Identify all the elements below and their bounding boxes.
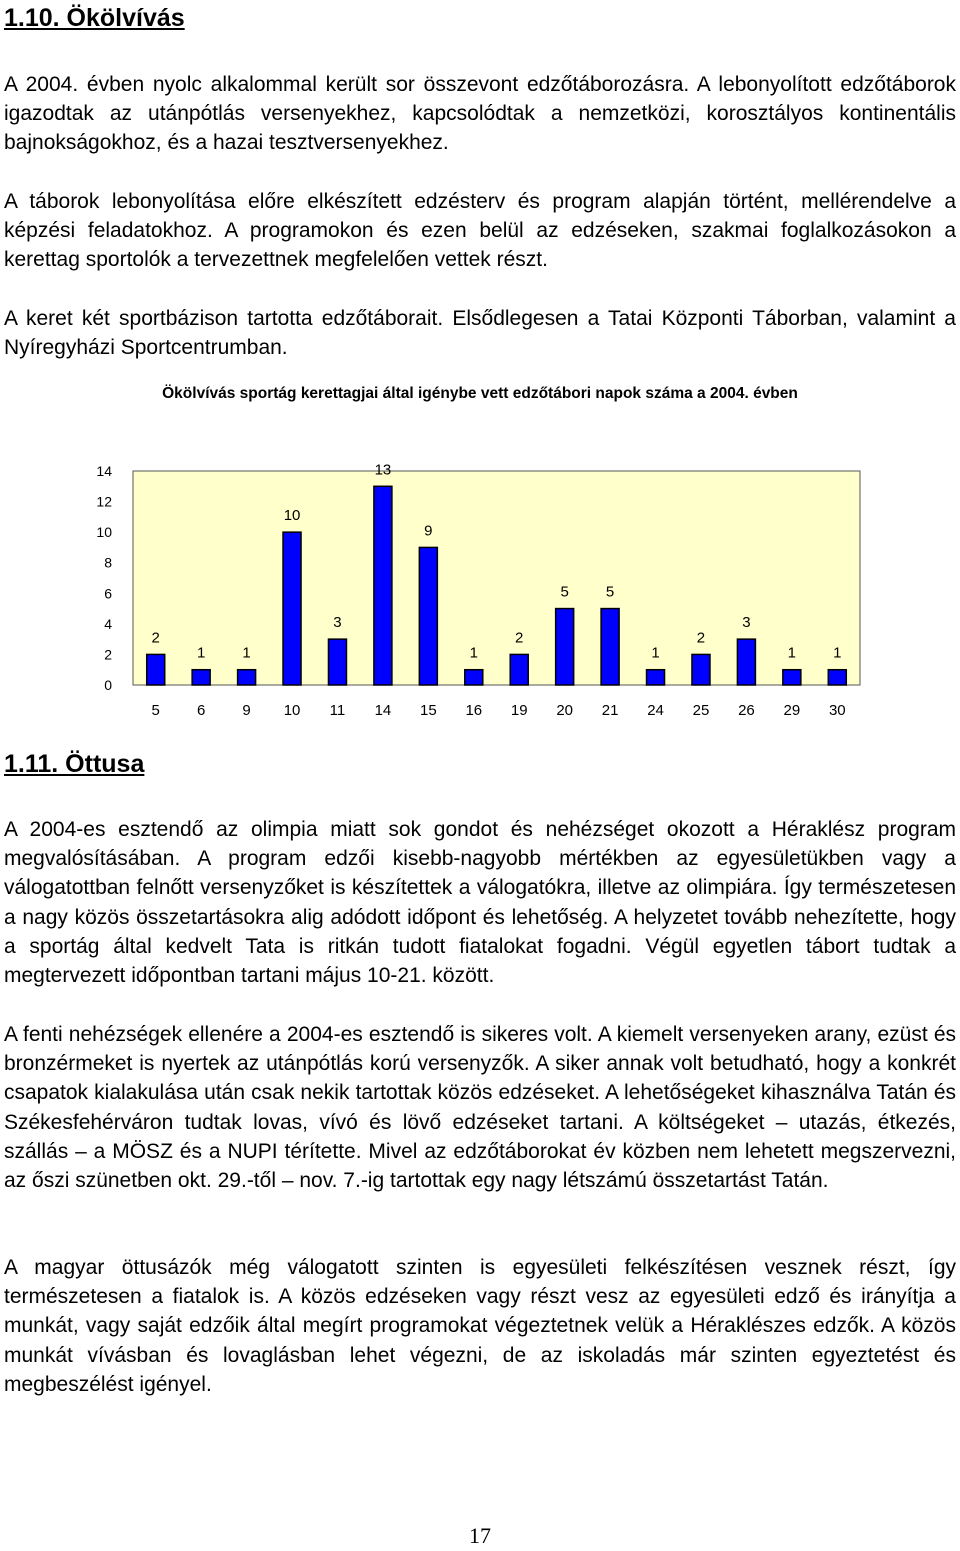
- x-tick-label: 26: [738, 702, 755, 719]
- x-tick-label: 6: [196, 702, 206, 719]
- x-tick-label: 24: [647, 702, 664, 719]
- paragraph: A fenti nehézségek ellenére a 2004-es esztendő is sikeres volt. A kiemelt versenyeken arany, ezüst és bronzérmeket is nyertek az utánpótlás korú versenyzők. A siker annak volt betudható, hogy a konkrét csapatok kialakulása után csak nekik tartottak közös edzéseket. A lehetőségeket kihasználva Tatán és Székesfehérváron tudtak lovas, vívó és lövő edzéseket tartani. A költségeket – utazás, étkezés, szállás – a MÖSZ és a NUPI térítette. Mivel az edzőtáborokat év közben nem lehetett megszervezni, az őszi szünetben okt. 29.-től – nov. 7.-ig tartottak egy nagy létszámú összetartást Tatán.: [4, 1023, 956, 1193]
- bar: [283, 532, 301, 685]
- bar: [783, 670, 801, 685]
- bar: [465, 670, 483, 685]
- paragraph: A táborok lebonyolítása előre elkészített edzésterv és program alapján történt, mellérendelve a képzési feladatokhoz. A programokon és ezen belül az edzéseken, szakmai foglalkozásokon a kerettag sportolók a tervezettnek megfelelően vettek részt.: [4, 190, 956, 272]
- bar: [828, 670, 846, 685]
- bar-chart: [0, 440, 960, 730]
- y-tick-label: 10: [96, 524, 112, 541]
- paragraph: A 2004-es esztendő az olimpia miatt sok gondot és nehézséget okozott a Héraklész program megvalósításában. A program edzői kisebb-nagyobb mértékben az egyesületükben vagy a válogatottban felnőtt versenyzőket is készítettek a válogatókra, illetve az olimpiára. Így természetesen a nagy közös összetartásokra alig adódott időpont és lehetőség. A helyzetet tovább nehezítette, hogy a sportág által kedvelt Tata is ritkán tudott fiatalokat fogadni. Végül egyetlen tábort tudtak a megtervezett időpontban tartani május 10-21. között.: [4, 818, 956, 988]
- paragraph: A keret két sportbázison tartotta edzőtáborait. Elsődlegesen a Tatai Központi Táborban, valamint a Nyíregyházi Sportcentrumban.: [4, 307, 956, 360]
- x-tick-label: 25: [692, 702, 710, 719]
- bar: [419, 547, 437, 685]
- y-tick-label: 12: [96, 493, 112, 510]
- y-tick-label: 2: [104, 646, 112, 663]
- x-tick-label: 5: [151, 702, 160, 719]
- y-tick-label: 14: [96, 463, 112, 479]
- paragraph: A 2004. évben nyolc alkalommal került sor összevont edzőtáborozásra. A lebonyolított edzőtáborok igazodtak az utánpótlás versenyekhez, kapcsolódtak a nemzetközi, korosztályos kontinentális bajnokságokhoz, és a hazai tesztversenyekhez.: [4, 73, 956, 155]
- bar: [737, 639, 755, 685]
- data-label: 2: [515, 629, 524, 647]
- data-label: 5: [605, 583, 615, 601]
- bar: [192, 670, 210, 685]
- data-label: 9: [424, 522, 433, 540]
- x-axis: [152, 702, 846, 719]
- y-tick-label: 4: [104, 615, 112, 632]
- x-tick-label: 9: [242, 702, 251, 719]
- section-heading-okolvivas: 1.10. Ökölvívás: [4, 4, 185, 32]
- data-label: 3: [333, 614, 342, 632]
- data-label: 2: [151, 629, 160, 647]
- x-tick-label: 16: [465, 702, 483, 719]
- y-axis: [96, 463, 112, 693]
- bar: [147, 654, 165, 685]
- page-number: 17: [469, 1523, 491, 1548]
- data-label: 2: [696, 629, 706, 647]
- bar: [328, 639, 346, 685]
- bar: [374, 486, 392, 685]
- x-tick-label: 10: [283, 702, 301, 719]
- data-label: 10: [283, 507, 301, 525]
- x-tick-label: 30: [828, 702, 846, 719]
- bar: [238, 670, 256, 685]
- data-label: 13: [374, 461, 392, 479]
- y-tick-label: 0: [104, 677, 112, 693]
- bar: [556, 609, 574, 685]
- section-heading-ottusa: 1.11. Öttusa: [4, 750, 145, 778]
- y-tick-label: 8: [104, 554, 112, 571]
- x-tick-label: 21: [601, 702, 619, 719]
- data-label: 1: [469, 644, 478, 662]
- x-tick-label: 14: [374, 702, 392, 719]
- x-tick-label: 20: [556, 702, 573, 719]
- y-tick-label: 6: [104, 585, 112, 602]
- bar: [647, 670, 665, 685]
- data-label: 1: [787, 644, 797, 662]
- data-label: 1: [651, 644, 660, 662]
- chart-title: Ökölvívás sportág kerettagjai által igénybe vett edzőtábori napok száma a 2004. évben: [162, 385, 798, 402]
- x-tick-label: 19: [510, 702, 528, 719]
- data-label: 1: [242, 644, 251, 662]
- bar: [601, 609, 619, 685]
- data-label: 5: [560, 583, 569, 601]
- x-tick-label: 15: [420, 702, 437, 719]
- paragraph: A magyar öttusázók még válogatott szinten is egyesületi felkészítésen vesznek részt, így természetesen a fiatalok is. A közös edzéseken vagy részt vesz az egyesületi edző és irányítja a munkát, vagy saját edzőik által megírt programokat végeztetnek velük a Héraklészes edzők. A közös munkát vívásban és lovaglásban lehet végezni, de az iskoladás már szinten egyeztetést és megbeszélést igényel.: [4, 1256, 956, 1396]
- bar: [692, 654, 710, 685]
- data-label: 1: [833, 644, 842, 662]
- x-tick-label: 29: [783, 702, 801, 719]
- data-label: 1: [196, 644, 206, 662]
- bar: [510, 654, 528, 685]
- x-tick-label: 11: [329, 702, 346, 719]
- data-label: 3: [742, 614, 751, 632]
